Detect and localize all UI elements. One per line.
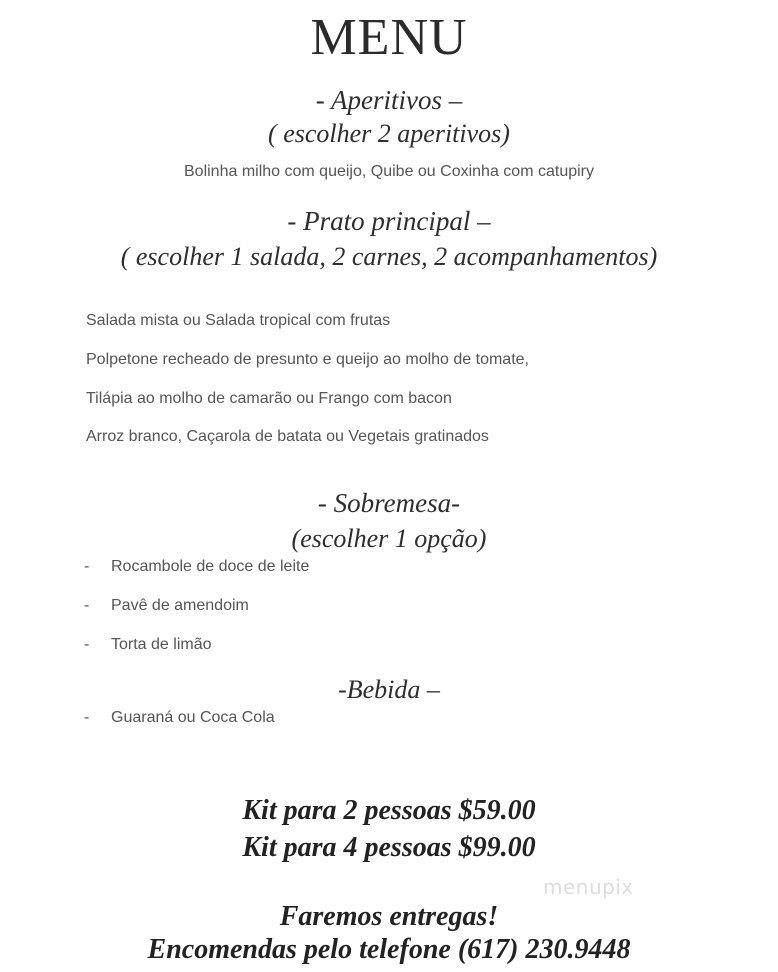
- aperitivos-heading: - Aperitivos –: [315, 85, 463, 115]
- prato-item: Arroz branco, Caçarola de batata ou Vegetais gratinados: [86, 428, 489, 445]
- delivery-note: Faremos entregas!: [279, 901, 499, 932]
- sobremesa-item: Torta de limão: [111, 636, 212, 653]
- kit-price: Kit para 4 pessoas $99.00: [242, 832, 536, 863]
- sobremesa-item: Pavê de amendoim: [111, 597, 249, 614]
- prato-principal-heading: - Prato principal –: [287, 206, 491, 236]
- prato-item: Tilápia ao molho de camarão ou Frango com bacon: [86, 390, 452, 407]
- aperitivos-instruction: ( escolher 2 aperitivos): [268, 119, 510, 148]
- aperitivos-items: Bolinha milho com queijo, Quibe ou Coxinha com catupiry: [184, 163, 594, 180]
- bullet-dash: -: [84, 636, 90, 653]
- prato-item: Polpetone recheado de presunto e queijo ao molho de tomate,: [86, 351, 529, 368]
- watermark-logo: menupix: [543, 875, 634, 899]
- bebida-item: Guaraná ou Coca Cola: [111, 709, 275, 726]
- prato-item: Salada mista ou Salada tropical com frutas: [86, 312, 391, 329]
- sobremesa-item: Rocambole de doce de leite: [111, 558, 310, 575]
- menu-title: MENU: [310, 9, 468, 66]
- bullet-dash: -: [84, 597, 90, 614]
- bebida-heading: -Bebida –: [338, 675, 440, 704]
- kit-price: Kit para 2 pessoas $59.00: [242, 795, 536, 826]
- phone-order: Encomendas pelo telefone (617) 230.9448: [147, 934, 631, 965]
- sobremesa-heading: - Sobremesa-: [317, 488, 461, 518]
- prato-principal-instruction: ( escolher 1 salada, 2 carnes, 2 acompanhamentos): [120, 242, 658, 271]
- sobremesa-instruction: (escolher 1 opção): [291, 524, 487, 553]
- bullet-dash: -: [84, 709, 90, 726]
- bullet-dash: -: [84, 558, 90, 575]
